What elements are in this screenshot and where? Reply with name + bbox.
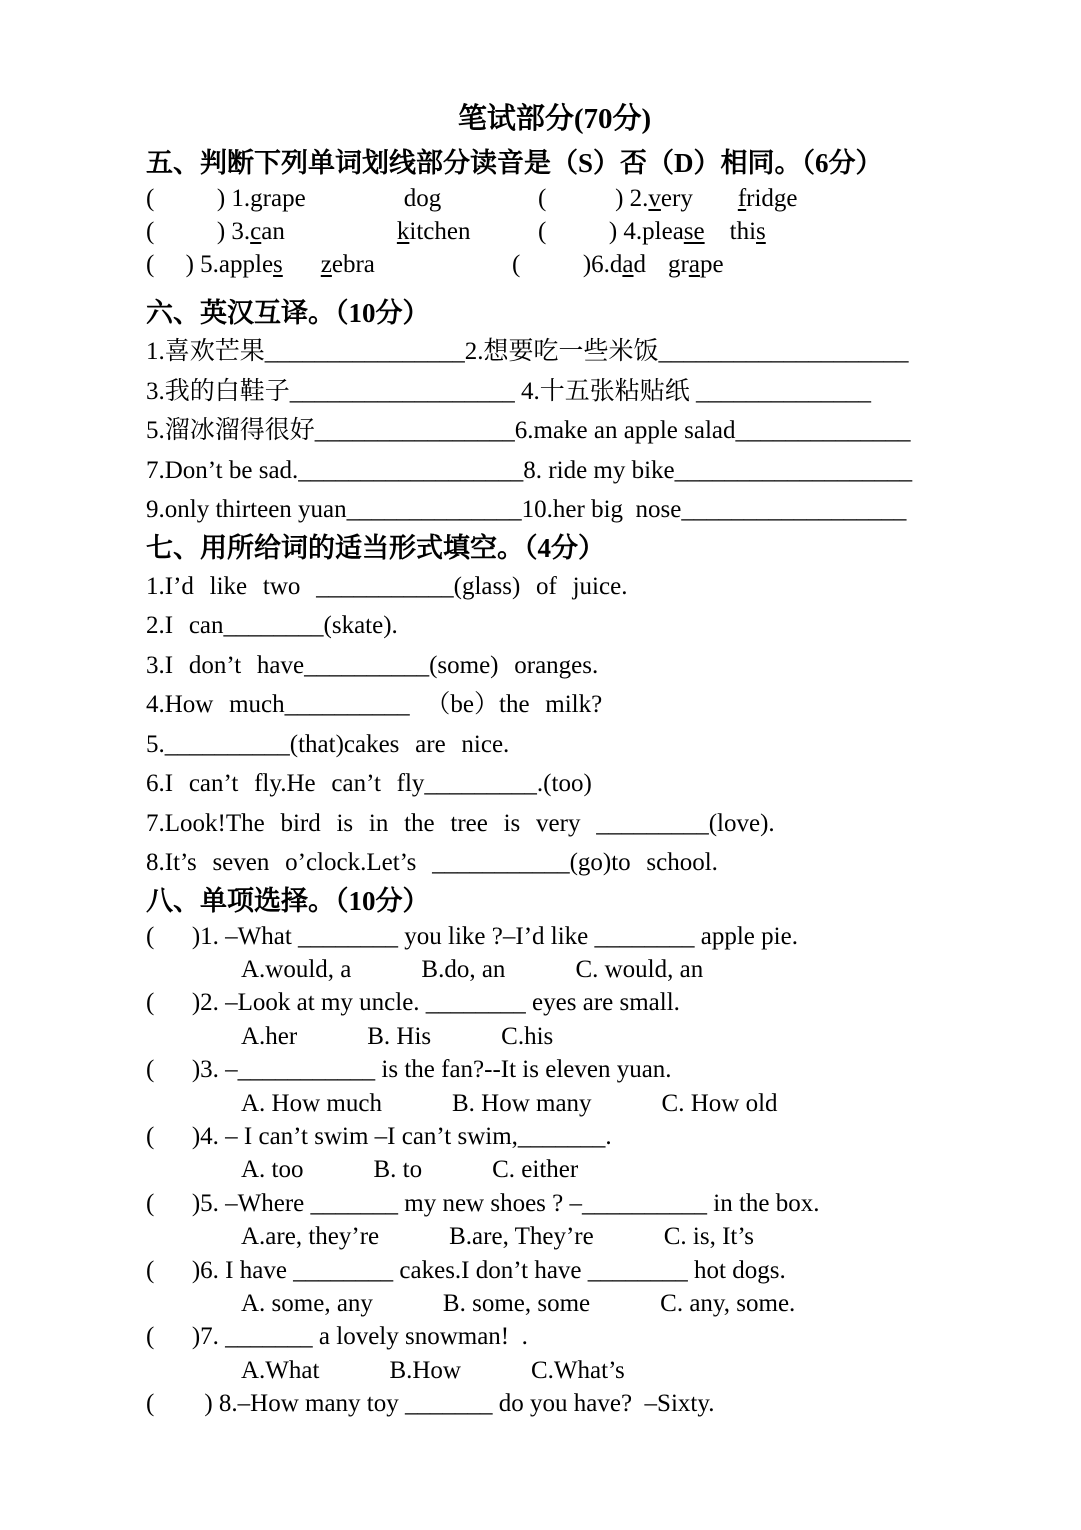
choice-question-4: ( )4. – I can’t swim –I can’t swim,_______. [146,1122,612,1150]
option-c: C. any, some. [660,1289,796,1317]
underlined-letters: s [273,251,283,278]
choice-question-6: ( )6. I have ________ cakes.I don’t have ________ hot dogs. [146,1256,786,1284]
option-a: A. too [241,1156,304,1184]
option-b: B.are, They’re [449,1223,594,1251]
choice-options-1 [146,953,963,986]
choice-question-8: ( ) 8.–How many toy _______ do you have? –Sixty. [146,1390,715,1418]
section7-heading: 七、用所给词的适当形式填空。（4分） [146,532,605,563]
option-a: A. How much [241,1089,382,1117]
answer-bracket: ( ) 4. [538,218,643,245]
phonics-pair-6 [512,248,724,281]
phonics-word [321,251,375,278]
fill-blank-item-3: 3.I don’t have__________(some) oranges. [146,651,599,679]
phonics-word [219,251,283,278]
phonics-word [404,185,442,212]
underlined-letters: s [756,218,766,245]
underlined-letters: c [250,218,262,245]
phonics-word [642,218,704,245]
choice-options-5 [146,1220,963,1253]
phonics-word [610,251,646,278]
answer-bracket: ( )6. [512,251,610,278]
option-c: C. would, an [575,955,704,983]
option-b: B. His [367,1022,432,1050]
word-part: plea [642,218,684,245]
answer-bracket: ( ) 1. [146,185,251,212]
choice-question-2: ( )2. –Look at my uncle. ________ eyes are small. [146,989,680,1017]
phonics-row-2 [146,215,963,248]
fill-blank-item-5: 5.__________(that)cakes are nice. [146,730,510,758]
word-gap [705,238,730,239]
word-part: gr [668,251,689,278]
choice-options-6 [146,1287,963,1320]
phonics-pair-2 [538,182,798,215]
choice-question-7: ( )7. _______ a lovely snowman! . [146,1323,528,1351]
section5-heading: 五、判断下列单词划线部分读音是（S）否（D）相同。（6分） [146,148,883,178]
word-gap [283,271,321,272]
option-a: A.would, a [241,955,352,983]
underlined-letters: g [428,185,442,212]
phonics-word [738,185,798,212]
word-part: d [633,251,647,278]
choice-options-4 [146,1153,963,1186]
word-part: ery [660,185,693,212]
fill-blank-item-2: 2.I can________(skate). [146,612,398,639]
word-part: ridge [746,185,798,212]
phonics-pair-1 [146,182,538,215]
word-part: pe [699,251,724,278]
underlined-letters: v [648,185,661,212]
word-gap [646,271,668,272]
option-b: B.do, an [421,955,506,983]
phonics-pair-5 [146,248,512,281]
fill-blank-item-4: 4.How much__________ （be）the milk? [146,691,603,718]
answer-bracket: ( ) 2. [538,185,649,212]
option-b: B.How [389,1356,461,1384]
word-part: itchen [409,218,471,245]
underlined-letters: se [683,218,705,245]
fill-blank-item-6: 6.I can’t fly.He can’t fly_________.(too) [146,770,592,797]
option-c: C. is, It’s [663,1223,755,1251]
phonics-word [397,218,471,245]
underlined-letters: k [396,218,410,245]
fill-blank-item-7: 7.Look!The bird is in the tree is very _________(love). [146,809,775,837]
underlined-letters: z [320,251,332,278]
phonics-word [250,185,306,212]
translation-line-1: 1.喜欢芒果________________2.想要吃一些米饭____________________ [146,338,909,365]
option-a: A.are, they’re [241,1223,380,1251]
option-a: A.her [241,1022,298,1050]
page-title: 笔试部分(70分) [457,103,652,135]
option-c: C. either [492,1156,579,1184]
phonics-word [250,218,285,245]
phonics-pair-3 [146,215,538,248]
translation-line-2: 3.我的白鞋子__________________ 4.十五张粘贴纸 ______________ [146,377,872,405]
translation-line-5: 9.only thirteen yuan______________10.her big nose__________________ [146,496,907,523]
choice-options-7 [146,1354,963,1387]
fill-blank-item-1: 1.I’d like two ___________(glass) of juice. [146,572,628,600]
section6-heading: 六、英汉互译。（10分） [146,298,430,328]
option-c: C.What’s [531,1356,625,1384]
phonics-word [648,185,692,212]
phonics-word [668,251,724,278]
translation-line-3: 5.溜冰溜得很好________________6.make an apple salad______________ [146,417,911,444]
option-b: B. How many [451,1089,592,1117]
underlined-letters: a [622,251,634,278]
choice-question-1: ( )1. –What ________ you like ?–I’d like ________ apple pie. [146,922,798,950]
word-part: thi [729,218,757,245]
word-part: apple [218,251,274,278]
answer-bracket: ( ) 5. [146,251,219,278]
fill-blank-item-8: 8.It’s seven o’clock.Let’s ___________(go)to school. [146,849,718,876]
underlined-letters: a [688,251,700,278]
word-part: rape [262,185,306,212]
choice-question-3: ( )3. –___________ is the fan?--It is eleven yuan. [146,1056,672,1084]
word-gap [693,205,738,206]
choice-options-3 [146,1087,963,1120]
answer-bracket: ( ) 3. [146,218,251,245]
phonics-word [730,218,766,245]
word-part: d [609,251,623,278]
word-part: ebra [331,251,375,278]
underlined-letters: g [250,185,263,212]
phonics-row-1 [146,182,963,215]
choice-options-2 [146,1020,963,1053]
word-gap [306,205,404,206]
option-b: B. some, some [442,1289,591,1317]
option-c: C. How old [661,1089,778,1117]
choice-question-5: ( )5. –Where _______ my new shoes ? –__________ in the box. [146,1189,820,1217]
option-a: A. some, any [241,1289,373,1317]
word-part: an [261,218,285,245]
word-part: do [403,185,429,212]
underlined-letters: f [737,185,747,212]
word-gap [285,238,397,239]
option-a: A.What [241,1356,320,1384]
option-b: B. to [373,1156,423,1184]
translation-line-4: 7.Don’t be sad.__________________8. ride my bike___________________ [146,456,913,484]
phonics-pair-4 [538,215,766,248]
section8-heading: 八、单项选择。（10分） [146,885,430,916]
option-c: C.his [501,1022,554,1050]
phonics-row-3 [146,248,963,281]
